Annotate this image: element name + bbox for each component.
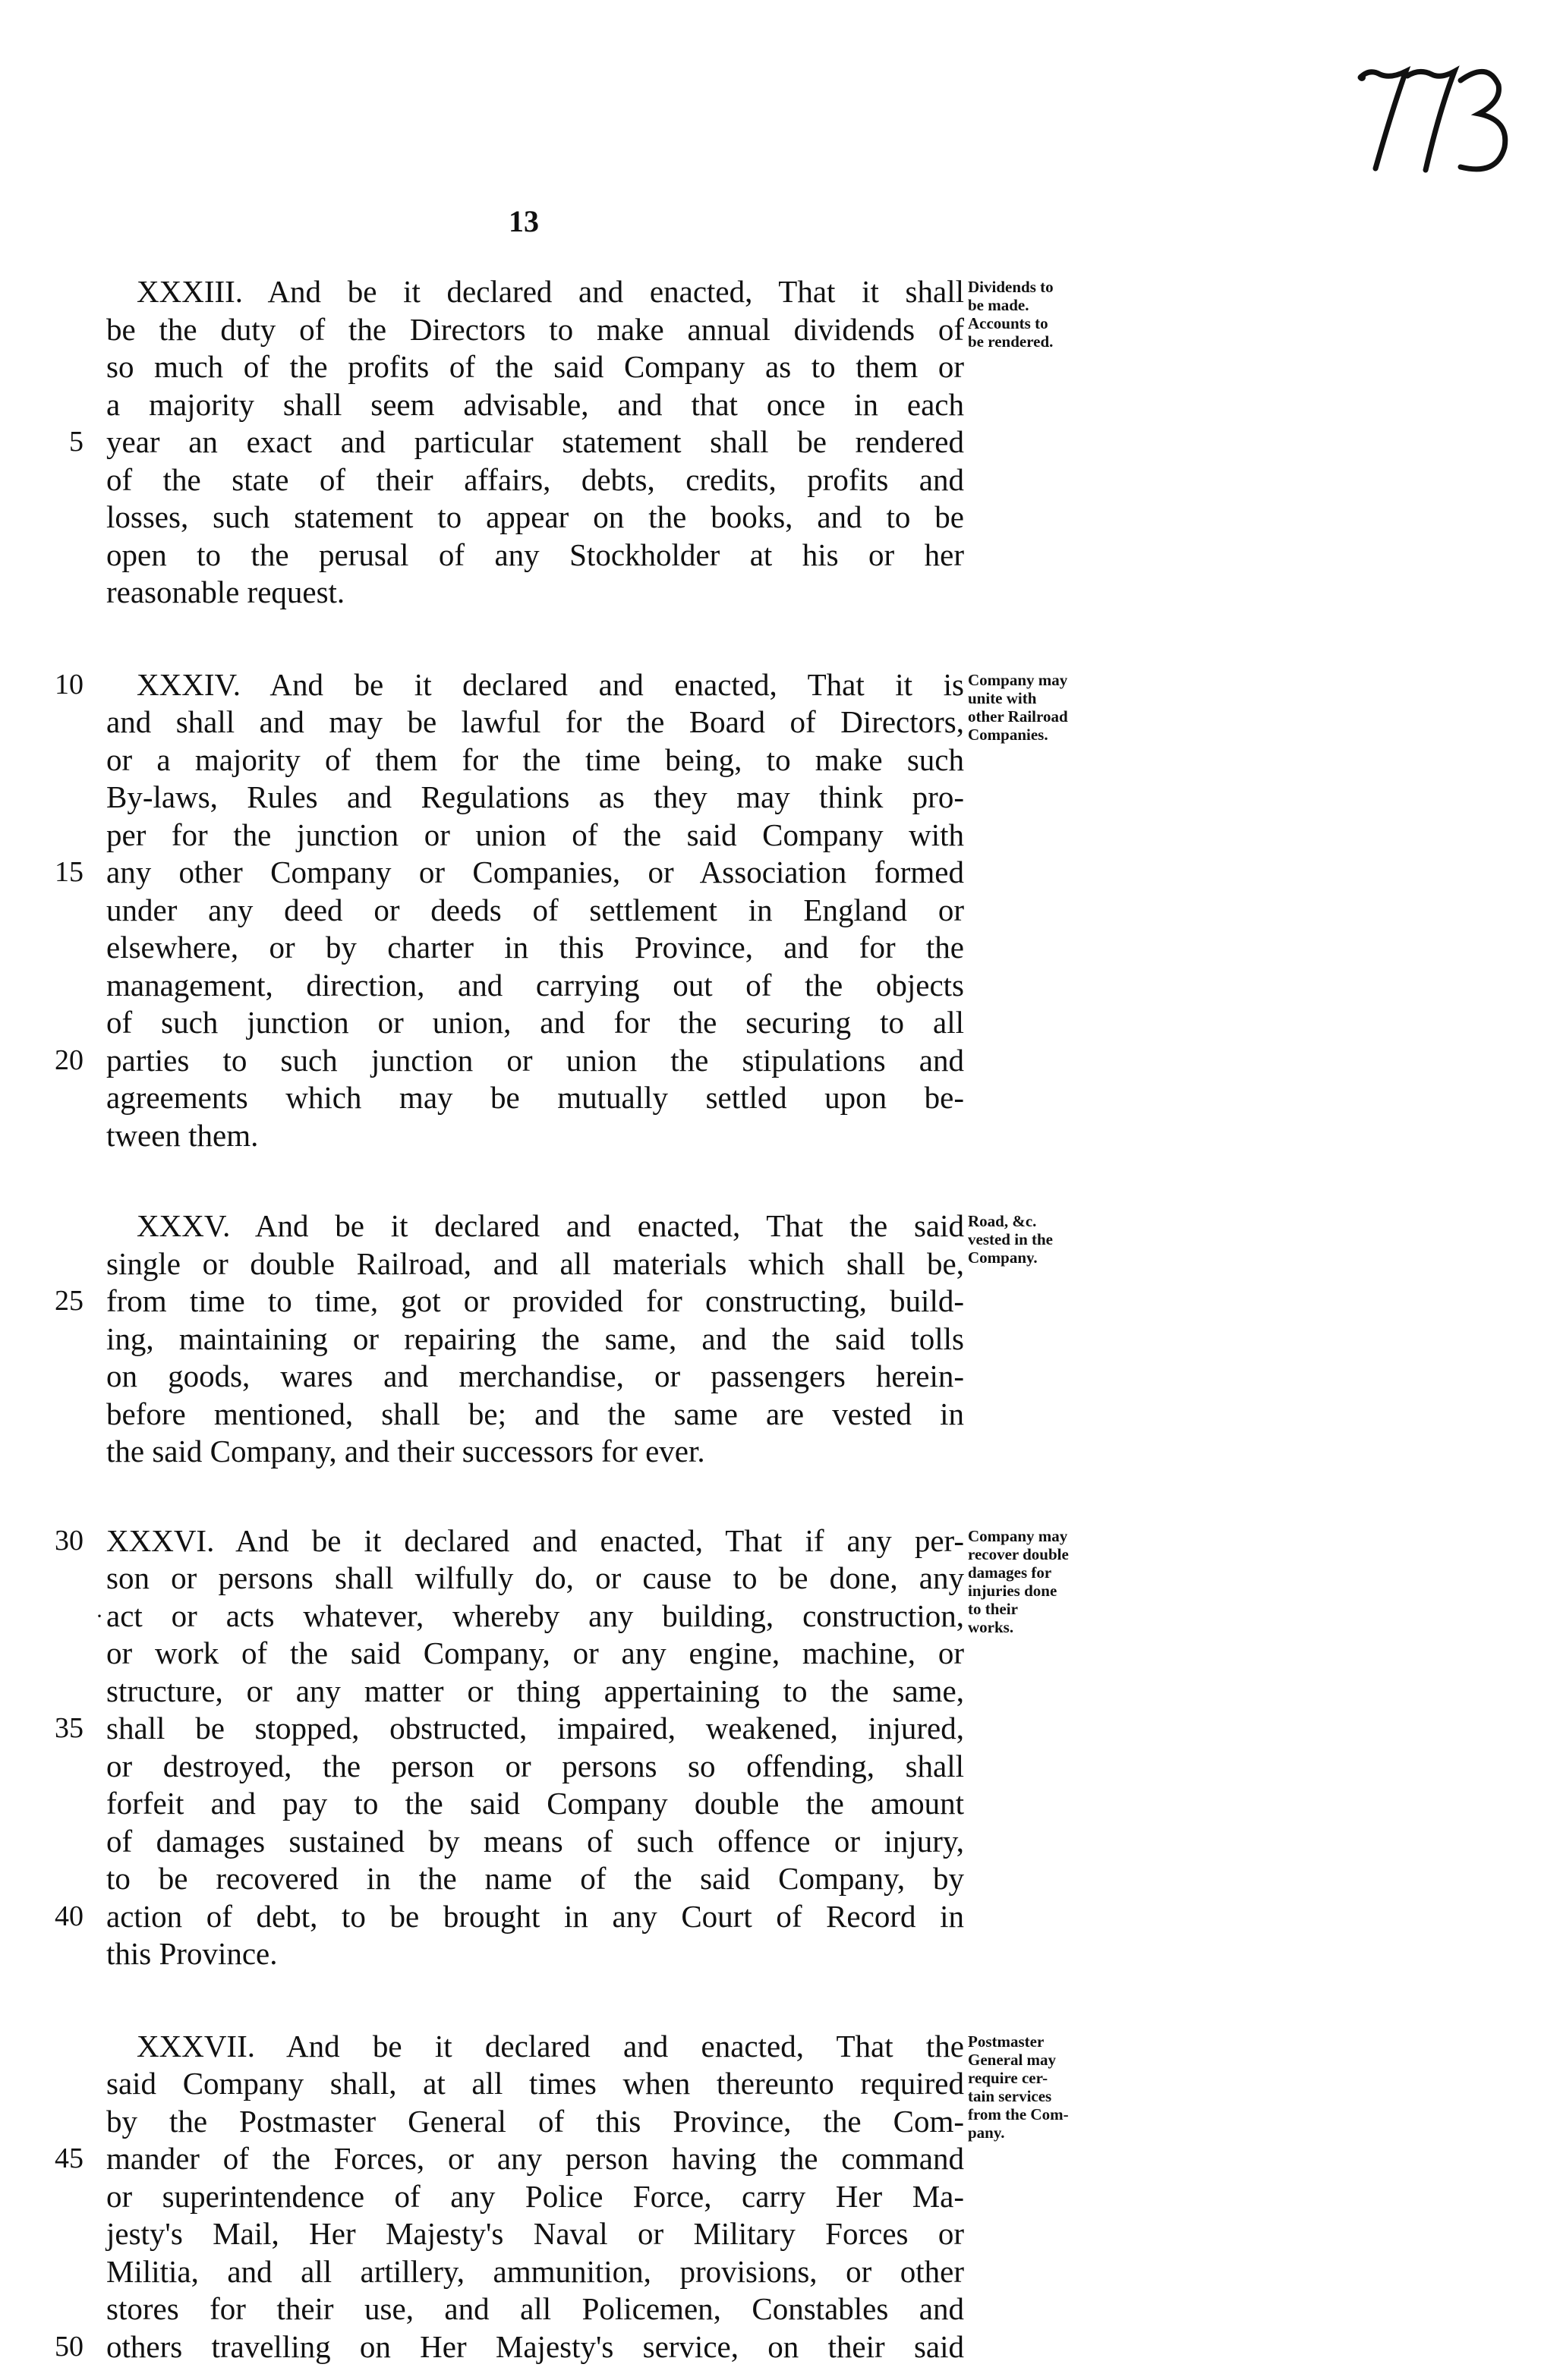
text-line: Militia, and all artillery, ammunition, provisions, or other <box>106 2253 964 2289</box>
text-line: reasonable request. <box>106 575 345 609</box>
text-line: elsewhere, or by charter in this Province, and for the <box>106 930 964 965</box>
line-number: 25 <box>55 1285 84 1317</box>
marginal-note-line: Company. <box>968 1248 1038 1267</box>
statute-text-column <box>55 273 1069 2366</box>
text-line: or a majority of them for the time being, to make such <box>106 741 964 777</box>
line-number: 30 <box>55 1524 84 1557</box>
text-line: open to the perusal of any Stockholder at his or her <box>106 537 964 572</box>
line-number: 45 <box>55 2142 84 2174</box>
text-line: to be recovered in the name of the said Company, by <box>106 1861 964 1896</box>
marginal-note-line: other Railroad <box>968 707 1068 726</box>
text-line: parties to such junction or union the stipulations and 20 <box>106 1042 964 1080</box>
text-line: By-laws, Rules and Regulations as they may think pro- <box>106 779 964 814</box>
text-line: so much of the profits of the said Company as to them or <box>106 349 964 384</box>
text-line: or work of the said Company, or any engine, machine, or <box>106 1635 964 1670</box>
text-line: action of debt, to be brought in any Court of Record in 40 <box>106 1898 964 1936</box>
stray-mark: · <box>96 1603 103 1629</box>
text-line: of the state of their affairs, debts, credits, profits and <box>106 461 964 497</box>
text-line: be the duty of the Directors to make annual dividends of <box>106 311 964 347</box>
text-line: under any deed or deeds of settlement in England or <box>106 892 964 927</box>
text-line: son or persons shall wilfully do, or cause to be done, any <box>106 1560 964 1595</box>
section-xxxiv <box>55 666 1068 1155</box>
marginal-note-line: Postmaster <box>968 2032 1045 2051</box>
text-line: tween them. <box>106 1117 259 1153</box>
marginal-note-line: General may <box>968 2050 1057 2069</box>
marginal-note-line: recover double <box>968 1544 1069 1563</box>
text-line: this Province. <box>106 1936 278 1971</box>
text-line: shall be stopped, obstructed, impaired, weakened, injured, 35 <box>106 1710 964 1748</box>
section-xxxiii <box>69 273 1054 612</box>
line-number: 50 <box>55 2330 84 2363</box>
text-line: said Company shall, at all times when thereunto required <box>106 2066 964 2101</box>
marginal-note-line: vested in the <box>968 1230 1053 1248</box>
marginal-note-line: be made. <box>968 296 1029 314</box>
text-line: of such junction or union, and for the securing to all <box>106 1005 964 1040</box>
line-number: 10 <box>55 668 84 700</box>
text-line: stores for their use, and all Policemen, Constables and <box>106 2291 964 2326</box>
line-number: 40 <box>55 1900 84 1932</box>
text-line: of damages sustained by means of such offence or injury, <box>106 1823 964 1859</box>
marginal-note <box>968 2032 1135 2142</box>
marginal-note-line: Company may <box>968 1526 1068 1545</box>
marginal-note-line: damages for <box>968 1563 1052 1582</box>
section-xxxvii <box>55 2028 1069 2366</box>
text-line: structure, or any matter or thing appertaining to the same, <box>106 1673 964 1708</box>
marginal-note-line: tain services <box>968 2086 1052 2105</box>
text-line: management, direction, and carrying out of the objects <box>106 967 964 1003</box>
marginal-note-line: Companies. <box>968 725 1048 744</box>
text-line: act or acts whatever, whereby any building, construction, · <box>106 1598 964 1635</box>
line-number: 35 <box>55 1712 84 1744</box>
text-line: and shall and may be lawful for the Board of Directors, <box>106 704 964 739</box>
page-number: 13 <box>509 204 539 238</box>
marginal-note-line: Dividends to <box>968 278 1054 296</box>
text-line: the said Company, and their successors for ever. <box>106 1434 705 1469</box>
text-line: on goods, wares and merchandise, or passengers herein- <box>106 1358 964 1393</box>
marginal-note-line: injuries done <box>968 1581 1057 1600</box>
marginal-note <box>968 1212 1135 1267</box>
text-line: a majority shall seem advisable, and that once in each <box>106 386 964 422</box>
marginal-note-line: works. <box>968 1617 1014 1636</box>
marginal-note-line: Company may <box>968 670 1068 689</box>
text-line: from time to time, got or provided for constructing, build- 25 <box>106 1283 964 1321</box>
text-line: jesty's Mail, Her Majesty's Naval or Military Forces or <box>106 2216 964 2251</box>
text-line: XXXVI. And be it declared and enacted, That if any per- 30 <box>106 1522 964 1560</box>
marginal-note-line: require cer- <box>968 2068 1048 2087</box>
text-line: single or double Railroad, and all materials which shall be, <box>106 1245 964 1281</box>
marginal-note <box>968 671 1135 744</box>
text-line: mander of the Forces, or any person having the command 45 <box>106 2140 964 2178</box>
text-line: year an exact and particular statement shall be rendered 5 <box>106 423 964 461</box>
text-line: XXXIII. And be it declared and enacted, That it shall <box>137 274 964 309</box>
text-line: losses, such statement to appear on the books, and to be <box>106 499 964 534</box>
text-line: any other Company or Companies, or Association formed 15 <box>106 854 964 892</box>
marginal-note-line: to their <box>968 1599 1018 1618</box>
text-line: XXXIV. And be it declared and enacted, That it is 10 <box>106 666 964 704</box>
marginal-note-line: from the Com- <box>968 2105 1069 2123</box>
text-line: by the Postmaster General of this Province, the Com- <box>106 2103 964 2139</box>
section-xxxvi <box>55 1522 1069 1973</box>
text-line: agreements which may be mutually settled upon be- <box>106 1080 964 1115</box>
marginal-note <box>968 1527 1135 1636</box>
text-line: ing, maintaining or repairing the same, and the said tolls <box>106 1321 964 1356</box>
marginal-note-line: be rendered. <box>968 332 1054 351</box>
marginal-note-line: Accounts to <box>968 314 1048 332</box>
marginal-note <box>968 278 1135 351</box>
text-line: XXXVII. And be it declared and enacted, That the <box>137 2028 964 2064</box>
line-number: 5 <box>69 426 84 458</box>
marginal-note-line: unite with <box>968 688 1037 707</box>
line-number: 15 <box>55 856 84 888</box>
marginal-note-line: pany. <box>968 2123 1005 2142</box>
text-line: before mentioned, shall be; and the same are vested in <box>106 1396 964 1431</box>
text-line: or destroyed, the person or persons so offending, shall <box>106 1748 964 1783</box>
text-line: forfeit and pay to the said Company double the amount <box>106 1786 964 1821</box>
section-xxxv <box>55 1207 1053 1471</box>
handwritten-folio-mark <box>1347 41 1521 216</box>
handwritten-folio-773 <box>1347 41 1521 216</box>
line-number: 20 <box>55 1044 84 1076</box>
text-line: or superintendence of any Police Force, carry Her Ma- <box>106 2178 964 2214</box>
marginal-note-line: Road, &c. <box>968 1212 1037 1230</box>
text-line: per for the junction or union of the said Company with <box>106 817 964 852</box>
text-line: XXXV. And be it declared and enacted, That the said <box>137 1208 964 1243</box>
text-line: others travelling on Her Majesty's service, on their said 50 <box>106 2328 964 2366</box>
